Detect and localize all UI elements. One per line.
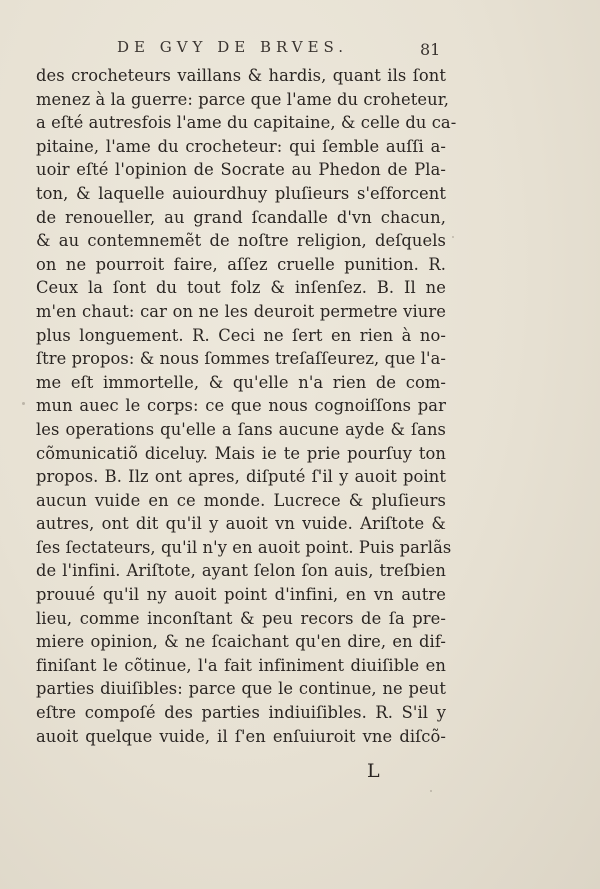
catchword: L <box>367 760 380 782</box>
text-line: mun auec le corps: ce que nous cognoiſſons par <box>36 396 446 416</box>
text-line: aucun vuide en ce monde. Lucrece & pluſieurs <box>36 490 446 510</box>
text-line: eſtre compoſé des parties indiuiſibles. R. S'il y <box>36 703 446 723</box>
running-head: DE GVY DE BRVES. <box>117 38 349 56</box>
text-line: menez à la guerre: parce que l'ame du croheteur, <box>36 89 450 109</box>
text-line: propos. B. Ilz ont apres, diſputé ſ'il y auoit point <box>36 467 446 487</box>
text-line: de l'infini. Ariſtote, ayant ſelon ſon auis, treſbien <box>36 561 446 581</box>
text-line: miere opinion, & ne ſcaichant qu'en dire, en dif- <box>36 632 446 652</box>
text-line: ſtre propos: & nous ſommes treſaſſeurez, que l'a- <box>36 349 446 369</box>
text-line: ton, & laquelle auiourdhuy pluſieurs s'eſforcent <box>36 183 446 203</box>
paper-speck <box>452 236 454 238</box>
text-line: m'en chaut: car on ne les deuroit permetre viure <box>36 301 446 321</box>
text-line: des crocheteurs vaillans & hardis, quant ils ſont <box>36 66 446 85</box>
text-line: de renoueller, au grand ſcandalle d'vn chacun, <box>36 207 446 227</box>
text-line: lieu, comme inconſtant & peu recors de ſa pre- <box>36 608 446 628</box>
text-line: on ne pourroit faire, aſſez cruelle punition. R. <box>36 254 446 274</box>
text-line: plus longuement. R. Ceci ne ſert en rien à no- <box>36 325 446 345</box>
paper-speck <box>22 402 25 405</box>
text-line: prouué qu'il ny auoit point d'infini, en vn autre <box>36 585 446 605</box>
text-line: ſes ſectateurs, qu'il n'y en auoit point. Puis parlãs <box>36 537 452 557</box>
text-line: auoit quelque vuide, il ſ'en enſuiuroit vne diſcõ- <box>36 726 446 746</box>
text-line: autres, ont dit qu'il y auoit vn vuide. Ariſtote & <box>36 514 446 534</box>
text-line: finiſant le cõtinue, l'a fait infiniment diuiſible en <box>36 655 446 675</box>
text-line: pitaine, l'ame du crocheteur: qui ſemble auſſi a- <box>36 136 446 156</box>
text-line: a eſté autresfois l'ame du capitaine, & celle du ca- <box>36 113 457 133</box>
text-line: uoir eſté l'opinion de Socrate au Phedon de Pla- <box>36 160 446 180</box>
body-text <box>36 64 457 748</box>
text-line: me eſt immortelle, & qu'elle n'a rien de com- <box>36 372 446 392</box>
text-line: & au contemnemẽt de noſtre religion, deſquels <box>36 231 446 251</box>
paper-speck <box>430 790 432 792</box>
text-line: parties diuiſibles: parce que le continue, ne peut <box>36 679 446 699</box>
text-line: Ceux la ſont du tout folz & inſenſez. B. Il ne <box>36 278 446 298</box>
text-line: les operations qu'elle a ſans aucune ayde & ſans <box>36 419 446 439</box>
page-number: 81 <box>420 40 441 59</box>
text-line: cõmunicatiõ diceluy. Mais ie te prie pourſuy ton <box>36 443 446 463</box>
